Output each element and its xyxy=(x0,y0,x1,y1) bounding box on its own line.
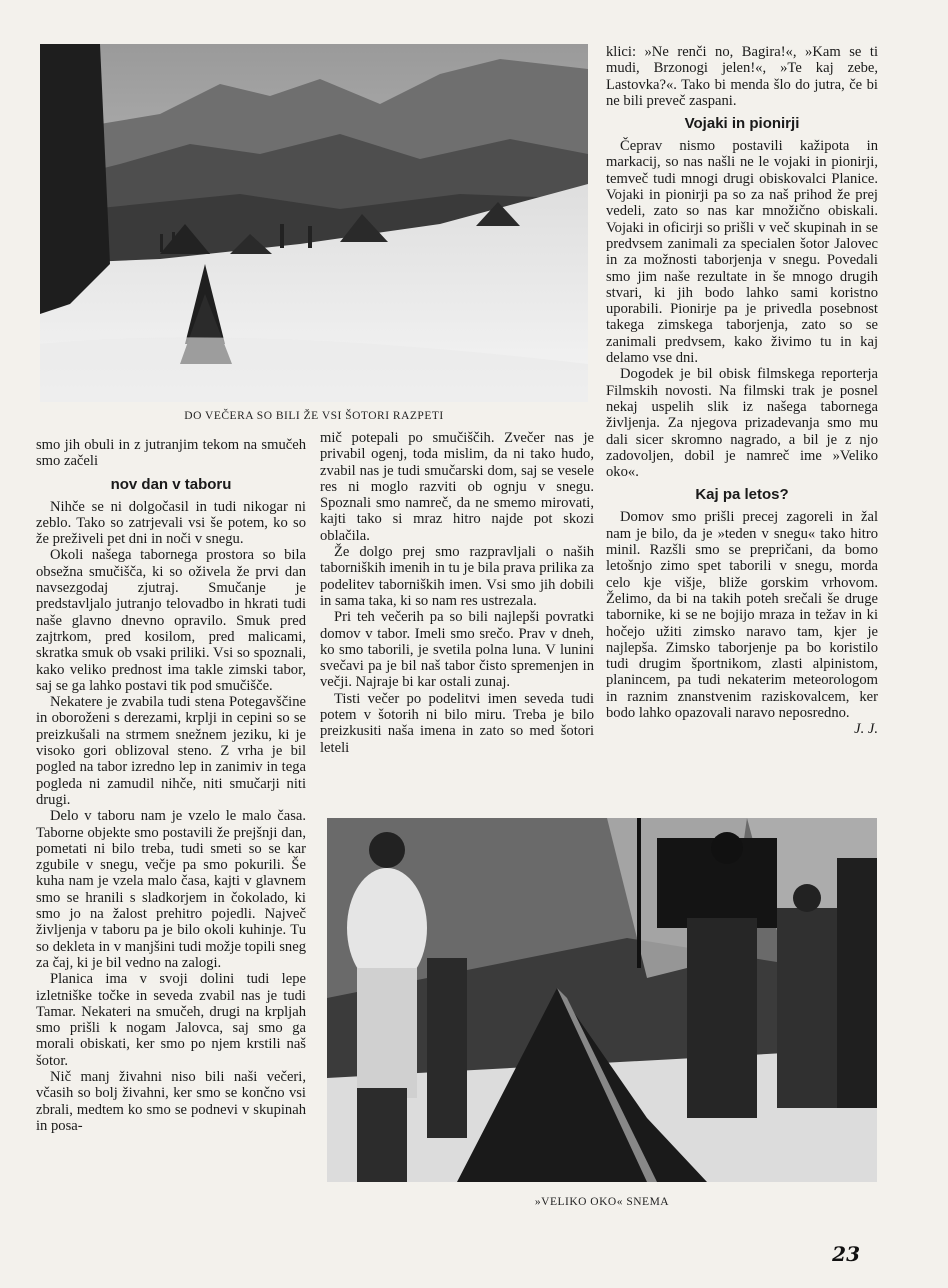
column-1 xyxy=(36,437,306,1134)
section-heading: Kaj pa letos? xyxy=(695,486,789,504)
photo-caption-bottom: »VELIKO OKO« SNEMA xyxy=(534,1196,670,1208)
page-number: 23 xyxy=(832,1242,860,1266)
paragraph: Čeprav nismo postavili kažipota in markacij, so nas našli ne le vojaki in pionirji, temveč tudi mnogi drugi obiskovalci Planice. Vojaki in pionirji pa so za naš prihod že prej vedeli, zato so nas kar množično obiskali. Vojaki in oficirji so prišli v več skupinah in se predvsem zanimali za specialen šotor Jalovec in za možnosti taborjenja v snegu. Povedali smo jim naše rezultate in še mnogo drugih stvari, ki jih bodo lahko sami koristno uporabili. Pionirje pa je privedla posebnost takega zimskega taborjenja, zato so se zanimali predvsem, kako živimo tu in kaj delamo vse dni. xyxy=(606,138,878,367)
paragraph: Delo v taboru nam je vzelo le malo časa. Taborne objekte smo postavili že prejšnji dan, pometati ni bilo treba, tudi smeti so se kar zgubile v snegu, večje pa smo pokurili. Še kuha nam je vzela malo časa, kajti v glavnem smo se hranili s sladkorjem in čokolado, ki smo jo na žalost prehitro pojedli. Največ življenja v taboru pa je bilo okoli kuhinje. Tu so dekleta in v manjšini tudi možje topili sneg za čaj, ki je bil vedno na zalogi. xyxy=(36,808,306,971)
paragraph: Nič manj živahni niso bili naši večeri, včasih so bolj živahni, ker smo se končno vsi zbrali, medtem ko smo se podnevi v skupinah in posa- xyxy=(36,1068,306,1134)
column-2 xyxy=(320,430,594,756)
paragraph: klici: »Ne renči no, Bagira!«, »Kam se ti mudi, Brzonogi jelen!«, »Te kaj zebe, Lastovka?«. Tako bi menda šlo do jutra, če bi ne bili preveč zaspani. xyxy=(606,44,878,109)
paragraph: Okoli našega tabornega prostora so bila obsežna smučišča, ki so oživela že prvi dan navsezgodaj zjutraj. Smučanje je predstavljalo jutranjo telovadbo in hkrati tudi naše glavno dnevno opravilo. Smuk pred zajtrkom, pred kosilom, pred malicami, skratka smuk ob vsaki priliki. Vsi so spoznali, kako veliko prednost ima takle zimski tabor, saj se ga lahko postavi tik pod smučišče. xyxy=(36,547,306,694)
paragraph: Domov smo prišli precej zagoreli in žal nam je bilo, da je »teden v snegu« tako hitro minil. Razšli smo se prepričani, da bomo letošnjo zimo spet taborili v snegu, morda celo kje višje, bliže gorskim vrhovom. Želimo, da bi na takih poteh srečali še druge tabornike, ki se ne bojijo mraza in težav in ki hočejo užiti zimsko naravo tam, kjer je najlepša. Zimsko taborjenje pa bo koristilo tudi drugim športnikom, zlasti alpinistom, planincem, pa tudi nekaterim meteorologom in raznim znanstvenim raziskovalcem, ker bodo lahko opazovali naravo neposredno. J. J. xyxy=(606,509,878,738)
paragraph: Dogodek je bil obisk filmskega reporterja Filmskih novosti. Na filmski trak je posnel nekaj uspelih slik iz našega tabornega življenja. Za njegova prizadevanja smo mu dali sicer skromno nagrado, a bil je z njo zadovoljen, dobil je namreč ime »Veliko oko«. xyxy=(606,366,878,481)
photo-caption-top: DO VEČERA SO BILI ŽE VSI ŠOTORI RAZPETI xyxy=(184,410,444,422)
signature: J. J. xyxy=(854,721,878,738)
paragraph: smo jih obuli in z jutranjim tekom na smučeh smo začeli xyxy=(36,437,306,470)
paragraph: Že dolgo prej smo razpravljali o naših taborniških imenih in tu je bila prava prilika za podelitev taborniških imen. Vsi smo jih dobili in sama taka, ki so nam res ustrezala. xyxy=(320,544,594,609)
paragraph: Planica ima v svoji dolini tudi lepe izletniške točke in seveda zvabil nas je tudi Tamar. Nekateri na smučeh, drugi na krpljah smo prišli k nogam Jalovca, saj smo ga morali obiskati, ker smo po njem krstili naš šotor. xyxy=(36,971,306,1069)
photo-film-reporter xyxy=(327,818,877,1182)
column-3 xyxy=(606,44,878,738)
paragraph: Tisti večer po podelitvi imen seveda tudi potem v šotorih ni bilo miru. Treba je bilo preizkusiti naša imena in zato so med šotori leteli xyxy=(320,690,594,756)
section-heading: Vojaki in pionirji xyxy=(684,115,800,133)
section-heading: nov dan v taboru xyxy=(110,475,232,493)
paragraph: Nekatere je zvabila tudi stena Potegavščine in oboroženi s derezami, krplji in cepini so se preizkušali na strmem snežnem jeziku, ki je visoko gori oblizoval steno. Z vrha je bil pogled na tabor izredno lep in zanimiv in tega pogleda ni zamudil nihče, niti smučarji niti drugi. xyxy=(36,694,306,808)
photo-winter-camp xyxy=(40,44,588,402)
paragraph: mič potepali po smučiščih. Zvečer nas je privabil ogenj, toda mislim, da ni tako hudo, zvabil nas je tudi smučarski dom, saj se vesele res ni moglo razviti ob ognju v snegu. Spoznali smo namreč, da ne smemo mirovati, kajti tako si mraz hitro najde pot skozi oblačila. xyxy=(320,430,594,544)
paragraph: Nihče se ni dolgočasil in tudi nikogar ni zeblo. Tako so zatrjevali vsi še potem, ko so že preživeli pet dni in noči v snegu. xyxy=(36,498,306,548)
paragraph: Pri teh večerih pa so bili najlepši povratki domov v tabor. Imeli smo srečo. Prav v dneh, ko smo taborili, je svetila polna luna. V lunini svečavi pa je bil naš tabor čisto spremenjen in večji. Najraje bi kar ostali zunaj. xyxy=(320,609,594,691)
